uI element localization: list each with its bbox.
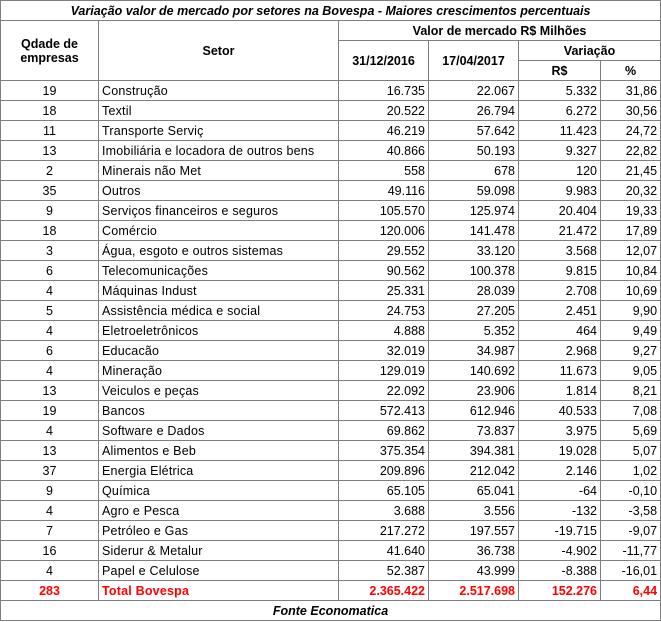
variation-header: Variação: [519, 41, 661, 61]
sector-cell: Software e Dados: [99, 421, 339, 441]
value-2016-cell: 46.219: [339, 121, 429, 141]
value-2016-cell: 90.562: [339, 261, 429, 281]
sector-cell: Agro e Pesca: [99, 501, 339, 521]
value-2016-cell: 22.092: [339, 381, 429, 401]
table-row: [1, 141, 661, 161]
table-row: [1, 101, 661, 121]
variation-cell: 120: [519, 161, 601, 181]
value-2016-cell: 25.331: [339, 281, 429, 301]
table-row: [1, 541, 661, 561]
value-2016-cell: 20.522: [339, 101, 429, 121]
pct-cell: 24,72: [601, 121, 661, 141]
value-2016-cell: 572.413: [339, 401, 429, 421]
value-2017-cell: 140.692: [429, 361, 519, 381]
table-row: [1, 321, 661, 341]
variation-cell: 11.673: [519, 361, 601, 381]
sector-cell: Mineração: [99, 361, 339, 381]
pct-cell: 20,32: [601, 181, 661, 201]
total-sector-cell: Total Bovespa: [99, 581, 339, 601]
value-2016-cell: 375.354: [339, 441, 429, 461]
pct-cell: 22,82: [601, 141, 661, 161]
sector-cell: Máquinas Indust: [99, 281, 339, 301]
value-2016-cell: 24.753: [339, 301, 429, 321]
variation-cell: 2.146: [519, 461, 601, 481]
qty-cell: 4: [1, 361, 99, 381]
variation-cell: 2.968: [519, 341, 601, 361]
total-variation-cell: 152.276: [519, 581, 601, 601]
value-2017-cell: 50.193: [429, 141, 519, 161]
title-row: [1, 1, 661, 21]
pct-cell: 21,45: [601, 161, 661, 181]
value-2017-cell: 678: [429, 161, 519, 181]
variation-abs-header: R$: [519, 61, 601, 81]
table-row: [1, 81, 661, 101]
header-row-1: [1, 21, 661, 41]
table-row: [1, 261, 661, 281]
table-row: [1, 221, 661, 241]
pct-cell: 7,08: [601, 401, 661, 421]
sector-cell: Energia Elétrica: [99, 461, 339, 481]
value-2017-cell: 125.974: [429, 201, 519, 221]
total-value-2017-cell: 2.517.698: [429, 581, 519, 601]
variation-cell: 3.568: [519, 241, 601, 261]
value-2016-cell: 129.019: [339, 361, 429, 381]
value-2016-cell: 41.640: [339, 541, 429, 561]
pct-cell: 12,07: [601, 241, 661, 261]
variation-cell: 6.272: [519, 101, 601, 121]
table-row: [1, 501, 661, 521]
sector-cell: Outros: [99, 181, 339, 201]
value-2017-cell: 36.738: [429, 541, 519, 561]
qty-header: Qdade de empresas: [1, 21, 99, 81]
variation-cell: 5.332: [519, 81, 601, 101]
pct-cell: -16,01: [601, 561, 661, 581]
date-2017-header: 17/04/2017: [429, 41, 519, 81]
qty-cell: 4: [1, 281, 99, 301]
pct-cell: 9,49: [601, 321, 661, 341]
qty-cell: 6: [1, 341, 99, 361]
sector-cell: Construção: [99, 81, 339, 101]
table-row: [1, 161, 661, 181]
pct-cell: 9,90: [601, 301, 661, 321]
pct-cell: 9,05: [601, 361, 661, 381]
pct-cell: 10,69: [601, 281, 661, 301]
qty-cell: 6: [1, 261, 99, 281]
sector-cell: Eletroeletrônicos: [99, 321, 339, 341]
table-row: [1, 401, 661, 421]
date-2016-header: 31/12/2016: [339, 41, 429, 81]
variation-cell: 11.423: [519, 121, 601, 141]
qty-cell: 19: [1, 401, 99, 421]
qty-cell: 4: [1, 561, 99, 581]
value-2016-cell: 69.862: [339, 421, 429, 441]
variation-cell: -8.388: [519, 561, 601, 581]
qty-cell: 19: [1, 81, 99, 101]
variation-cell: 21.472: [519, 221, 601, 241]
sector-cell: Assistência médica e social: [99, 301, 339, 321]
value-2017-cell: 34.987: [429, 341, 519, 361]
variation-pct-header: %: [601, 61, 661, 81]
source-row: [1, 601, 661, 621]
total-row: [1, 581, 661, 601]
value-2017-cell: 26.794: [429, 101, 519, 121]
pct-cell: 30,56: [601, 101, 661, 121]
variation-cell: 9.327: [519, 141, 601, 161]
pct-cell: 9,27: [601, 341, 661, 361]
value-2016-cell: 4.888: [339, 321, 429, 341]
sector-cell: Água, esgoto e outros sistemas: [99, 241, 339, 261]
value-2017-cell: 33.120: [429, 241, 519, 261]
value-2016-cell: 16.735: [339, 81, 429, 101]
variation-cell: 40.533: [519, 401, 601, 421]
qty-cell: 13: [1, 441, 99, 461]
qty-cell: 13: [1, 381, 99, 401]
total-pct-cell: 6,44: [601, 581, 661, 601]
pct-cell: -9,07: [601, 521, 661, 541]
sector-cell: Alimentos e Beb: [99, 441, 339, 461]
table-row: [1, 381, 661, 401]
value-2016-cell: 3.688: [339, 501, 429, 521]
variation-cell: 464: [519, 321, 601, 341]
value-2017-cell: 28.039: [429, 281, 519, 301]
qty-cell: 9: [1, 201, 99, 221]
variation-cell: -4.902: [519, 541, 601, 561]
total-value-2016-cell: 2.365.422: [339, 581, 429, 601]
sector-cell: Papel e Celulose: [99, 561, 339, 581]
value-2016-cell: 120.006: [339, 221, 429, 241]
qty-cell: 4: [1, 501, 99, 521]
source-note: Fonte Economatica: [1, 601, 661, 621]
value-2016-cell: 558: [339, 161, 429, 181]
pct-cell: -0,10: [601, 481, 661, 501]
value-2017-cell: 43.999: [429, 561, 519, 581]
qty-cell: 13: [1, 141, 99, 161]
qty-cell: 7: [1, 521, 99, 541]
sector-header: Setor: [99, 21, 339, 81]
variation-cell: 9.815: [519, 261, 601, 281]
value-2017-cell: 23.906: [429, 381, 519, 401]
table-row: [1, 461, 661, 481]
sector-cell: Imobiliária e locadora de outros bens: [99, 141, 339, 161]
variation-cell: 1.814: [519, 381, 601, 401]
sector-cell: Veiculos e peças: [99, 381, 339, 401]
pct-cell: -11,77: [601, 541, 661, 561]
variation-cell: 19.028: [519, 441, 601, 461]
sector-cell: Serviços financeiros e seguros: [99, 201, 339, 221]
table-row: [1, 441, 661, 461]
pct-cell: 1,02: [601, 461, 661, 481]
sector-cell: Minerais não Met: [99, 161, 339, 181]
variation-cell: 2.451: [519, 301, 601, 321]
sector-cell: Siderur & Metalur: [99, 541, 339, 561]
value-2016-cell: 209.896: [339, 461, 429, 481]
sector-cell: Petróleo e Gas: [99, 521, 339, 541]
table-title: Variação valor de mercado por setores na Bovespa - Maiores crescimentos percentuais: [1, 1, 661, 21]
value-2016-cell: 105.570: [339, 201, 429, 221]
table-row: [1, 421, 661, 441]
value-2017-cell: 22.067: [429, 81, 519, 101]
market-value-header: Valor de mercado R$ Milhões: [339, 21, 661, 41]
value-2016-cell: 52.387: [339, 561, 429, 581]
value-2017-cell: 59.098: [429, 181, 519, 201]
value-2016-cell: 217.272: [339, 521, 429, 541]
table-row: [1, 561, 661, 581]
sector-cell: Educacão: [99, 341, 339, 361]
sector-cell: Transporte Serviç: [99, 121, 339, 141]
table-row: [1, 481, 661, 501]
table-row: [1, 341, 661, 361]
pct-cell: 5,69: [601, 421, 661, 441]
value-2016-cell: 32.019: [339, 341, 429, 361]
table-row: [1, 201, 661, 221]
pct-cell: 19,33: [601, 201, 661, 221]
table-row: [1, 241, 661, 261]
total-qty-cell: 283: [1, 581, 99, 601]
qty-cell: 18: [1, 101, 99, 121]
qty-cell: 5: [1, 301, 99, 321]
qty-cell: 4: [1, 321, 99, 341]
table-row: [1, 281, 661, 301]
table-row: [1, 521, 661, 541]
value-2017-cell: 57.642: [429, 121, 519, 141]
value-2016-cell: 29.552: [339, 241, 429, 261]
pct-cell: 17,89: [601, 221, 661, 241]
value-2017-cell: 394.381: [429, 441, 519, 461]
value-2017-cell: 212.042: [429, 461, 519, 481]
sector-cell: Textil: [99, 101, 339, 121]
value-2016-cell: 49.116: [339, 181, 429, 201]
table-row: [1, 181, 661, 201]
pct-cell: -3,58: [601, 501, 661, 521]
table-row: [1, 361, 661, 381]
sector-cell: Comércio: [99, 221, 339, 241]
variation-cell: -19.715: [519, 521, 601, 541]
variation-cell: 2.708: [519, 281, 601, 301]
qty-cell: 2: [1, 161, 99, 181]
pct-cell: 31,86: [601, 81, 661, 101]
value-2017-cell: 141.478: [429, 221, 519, 241]
table-row: [1, 121, 661, 141]
variation-cell: -132: [519, 501, 601, 521]
qty-cell: 4: [1, 421, 99, 441]
value-2017-cell: 5.352: [429, 321, 519, 341]
variation-cell: 20.404: [519, 201, 601, 221]
sector-cell: Química: [99, 481, 339, 501]
value-2016-cell: 40.866: [339, 141, 429, 161]
qty-cell: 9: [1, 481, 99, 501]
variation-cell: -64: [519, 481, 601, 501]
qty-cell: 37: [1, 461, 99, 481]
value-2017-cell: 612.946: [429, 401, 519, 421]
value-2017-cell: 197.557: [429, 521, 519, 541]
value-2017-cell: 27.205: [429, 301, 519, 321]
qty-cell: 11: [1, 121, 99, 141]
pct-cell: 8,21: [601, 381, 661, 401]
pct-cell: 5,07: [601, 441, 661, 461]
table-row: [1, 301, 661, 321]
value-2017-cell: 65.041: [429, 481, 519, 501]
qty-cell: 3: [1, 241, 99, 261]
value-2017-cell: 100.378: [429, 261, 519, 281]
qty-cell: 35: [1, 181, 99, 201]
qty-cell: 16: [1, 541, 99, 561]
sector-cell: Telecomunicações: [99, 261, 339, 281]
qty-cell: 18: [1, 221, 99, 241]
value-2017-cell: 73.837: [429, 421, 519, 441]
value-2017-cell: 3.556: [429, 501, 519, 521]
variation-cell: 3.975: [519, 421, 601, 441]
variation-cell: 9.983: [519, 181, 601, 201]
value-2016-cell: 65.105: [339, 481, 429, 501]
sector-cell: Bancos: [99, 401, 339, 421]
pct-cell: 10,84: [601, 261, 661, 281]
